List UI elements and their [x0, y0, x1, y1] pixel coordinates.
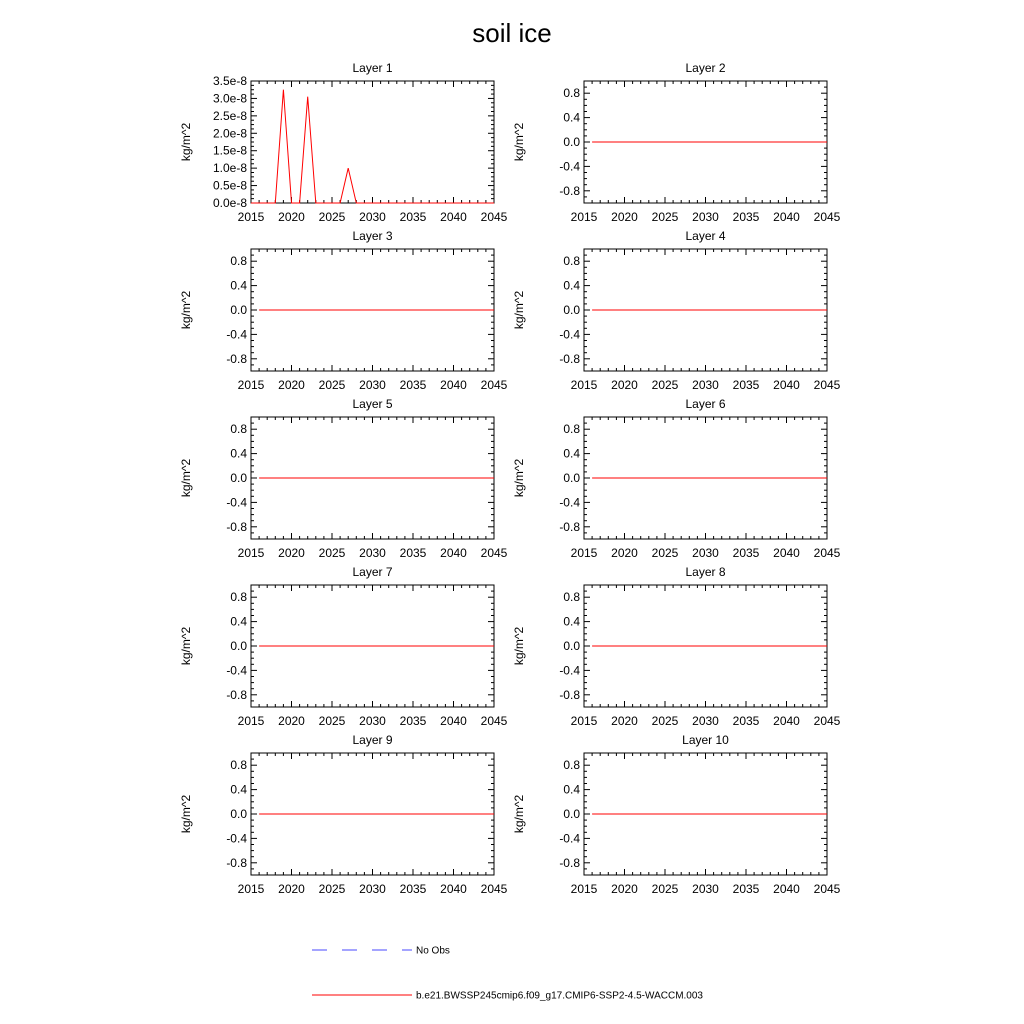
- x-tick-label: 2015: [237, 714, 265, 728]
- panel-layer-7: [179, 565, 508, 728]
- x-tick-label: 2025: [318, 378, 346, 392]
- x-tick-label: 2045: [480, 546, 508, 560]
- y-tick-label: -0.4: [559, 831, 580, 846]
- panel-layer-5: [179, 397, 508, 560]
- x-tick-label: 2025: [651, 714, 679, 728]
- x-tick-label: 2020: [611, 546, 638, 560]
- x-tick-label: 2040: [773, 882, 800, 896]
- x-tick-label: 2025: [651, 546, 679, 560]
- y-tick-label: 0.4: [230, 782, 247, 797]
- panel-layer-9: [179, 733, 508, 896]
- x-tick-label: 2020: [278, 210, 305, 224]
- y-axis-label: kg/m^2: [512, 290, 526, 330]
- x-tick-label: 2030: [692, 546, 719, 560]
- x-tick-label: 2035: [732, 714, 760, 728]
- y-tick-label: 0.0: [563, 471, 580, 485]
- legend-obs-label: No Obs: [416, 945, 450, 957]
- x-tick-label: 2040: [440, 882, 467, 896]
- y-tick-label: -0.8: [559, 183, 580, 198]
- x-tick-label: 2035: [399, 546, 427, 560]
- x-tick-label: 2035: [732, 210, 760, 224]
- y-tick-label: -0.4: [559, 663, 580, 678]
- y-tick-label: 0.0: [563, 807, 580, 821]
- y-tick-label: 0.8: [563, 254, 580, 269]
- y-tick-label: -0.4: [226, 495, 247, 510]
- x-tick-label: 2030: [692, 882, 719, 896]
- y-tick-label: 1.0e-8: [212, 161, 247, 176]
- x-tick-label: 2045: [813, 210, 841, 224]
- y-tick-label: -0.8: [559, 687, 580, 702]
- y-axis-label: kg/m^2: [512, 122, 526, 162]
- x-tick-label: 2045: [813, 882, 841, 896]
- y-tick-label: -0.8: [226, 519, 247, 534]
- legend-model-label: b.e21.BWSSP245cmip6.f09_g17.CMIP6-SSP2-4.5-WACCM.003: [416, 990, 703, 1002]
- x-tick-label: 2030: [359, 714, 386, 728]
- x-tick-label: 2030: [359, 210, 386, 224]
- y-tick-label: 0.4: [230, 614, 247, 629]
- y-tick-label: 0.4: [230, 446, 247, 461]
- y-tick-label: 0.0: [230, 471, 247, 485]
- y-tick-label: 0.0: [230, 303, 247, 317]
- y-tick-label: 0.4: [563, 278, 580, 293]
- y-tick-label: -0.8: [559, 351, 580, 366]
- y-axis-label: kg/m^2: [512, 458, 526, 498]
- y-tick-label: 1.5e-8: [212, 143, 247, 158]
- y-tick-label: -0.4: [226, 663, 247, 678]
- panels-grid: [179, 61, 841, 896]
- x-tick-label: 2040: [440, 546, 467, 560]
- x-tick-label: 2025: [651, 210, 679, 224]
- y-tick-label: 0.4: [230, 278, 247, 293]
- y-tick-label: 0.5e-8: [212, 178, 247, 193]
- x-tick-label: 2040: [773, 714, 800, 728]
- x-tick-label: 2035: [732, 546, 760, 560]
- x-tick-label: 2025: [318, 714, 346, 728]
- x-tick-label: 2025: [318, 210, 346, 224]
- y-tick-label: 0.4: [563, 614, 580, 629]
- y-tick-label: 0.4: [563, 782, 580, 797]
- y-axis-label: kg/m^2: [179, 626, 193, 666]
- x-tick-label: 2015: [237, 378, 265, 392]
- panel-title: Layer 8: [685, 565, 726, 579]
- panel-layer-2: [512, 61, 841, 224]
- x-tick-label: 2015: [237, 210, 265, 224]
- panel-layer-4: [512, 229, 841, 392]
- x-tick-label: 2030: [692, 378, 719, 392]
- x-tick-label: 2040: [773, 210, 800, 224]
- panel-layer-3: [179, 229, 508, 392]
- y-tick-label: 0.8: [230, 422, 247, 437]
- x-tick-label: 2045: [813, 378, 841, 392]
- x-tick-label: 2020: [611, 714, 638, 728]
- y-axis-label: kg/m^2: [179, 122, 193, 162]
- panel-title: Layer 5: [352, 397, 393, 411]
- y-tick-label: 2.0e-8: [212, 126, 247, 141]
- x-tick-label: 2040: [440, 714, 467, 728]
- x-tick-label: 2015: [237, 546, 265, 560]
- series-line-model: [251, 90, 494, 203]
- panel-layer-1: [179, 61, 508, 224]
- y-tick-label: -0.4: [226, 327, 247, 342]
- x-tick-label: 2025: [651, 882, 679, 896]
- panel-title: Layer 10: [682, 733, 729, 747]
- y-tick-label: 3.5e-8: [212, 74, 247, 88]
- x-tick-label: 2030: [359, 882, 386, 896]
- y-tick-label: 0.4: [563, 446, 580, 461]
- x-tick-label: 2015: [570, 378, 598, 392]
- x-tick-label: 2020: [278, 546, 305, 560]
- y-tick-label: 0.8: [563, 590, 580, 605]
- y-tick-label: 0.8: [563, 758, 580, 773]
- x-tick-label: 2030: [692, 714, 719, 728]
- x-tick-label: 2035: [399, 378, 427, 392]
- x-tick-label: 2020: [278, 882, 305, 896]
- y-tick-label: 0.8: [563, 422, 580, 437]
- panel-title: Layer 6: [685, 397, 726, 411]
- x-tick-label: 2035: [399, 882, 427, 896]
- panel-title: Layer 1: [352, 61, 393, 75]
- legend: [312, 946, 703, 1002]
- y-tick-label: -0.4: [559, 159, 580, 174]
- y-tick-label: -0.4: [559, 327, 580, 342]
- x-tick-label: 2040: [773, 546, 800, 560]
- y-axis-label: kg/m^2: [512, 626, 526, 666]
- y-tick-label: -0.4: [559, 495, 580, 510]
- y-tick-label: -0.4: [226, 831, 247, 846]
- x-tick-label: 2035: [399, 714, 427, 728]
- x-tick-label: 2020: [611, 882, 638, 896]
- panel-layer-6: [512, 397, 841, 560]
- y-axis-label: kg/m^2: [179, 290, 193, 330]
- y-axis-label: kg/m^2: [179, 458, 193, 498]
- x-tick-label: 2025: [651, 378, 679, 392]
- x-tick-label: 2035: [732, 882, 760, 896]
- x-tick-label: 2040: [773, 378, 800, 392]
- panel-title: Layer 2: [685, 61, 726, 75]
- x-tick-label: 2025: [318, 546, 346, 560]
- y-tick-label: 0.0e-8: [212, 196, 247, 210]
- x-tick-label: 2020: [611, 378, 638, 392]
- y-tick-label: 0.0: [563, 639, 580, 653]
- y-tick-label: 0.8: [563, 86, 580, 101]
- y-tick-label: 0.0: [230, 807, 247, 821]
- x-tick-label: 2015: [570, 546, 598, 560]
- y-tick-label: -0.8: [226, 687, 247, 702]
- x-tick-label: 2035: [732, 378, 760, 392]
- y-tick-label: 0.8: [230, 254, 247, 269]
- panel-title: Layer 7: [352, 565, 393, 579]
- y-axis-label: kg/m^2: [179, 794, 193, 834]
- x-tick-label: 2040: [440, 210, 467, 224]
- x-tick-label: 2045: [813, 546, 841, 560]
- y-tick-label: 0.8: [230, 758, 247, 773]
- x-tick-label: 2020: [278, 378, 305, 392]
- x-tick-label: 2015: [570, 882, 598, 896]
- x-tick-label: 2015: [570, 714, 598, 728]
- x-tick-label: 2045: [480, 378, 508, 392]
- y-tick-label: -0.8: [559, 855, 580, 870]
- x-tick-label: 2030: [692, 210, 719, 224]
- x-tick-label: 2045: [813, 714, 841, 728]
- panel-layer-8: [512, 565, 841, 728]
- panel-title: Layer 3: [352, 229, 393, 243]
- y-tick-label: 0.4: [563, 110, 580, 125]
- y-tick-label: -0.8: [226, 351, 247, 366]
- x-tick-label: 2030: [359, 546, 386, 560]
- x-tick-label: 2025: [318, 882, 346, 896]
- x-tick-label: 2045: [480, 210, 508, 224]
- x-tick-label: 2015: [570, 210, 598, 224]
- x-tick-label: 2045: [480, 714, 508, 728]
- y-tick-label: 2.5e-8: [212, 108, 247, 123]
- x-tick-label: 2020: [278, 714, 305, 728]
- y-tick-label: 0.0: [230, 639, 247, 653]
- x-tick-label: 2035: [399, 210, 427, 224]
- y-tick-label: 3.0e-8: [212, 91, 247, 106]
- x-tick-label: 2015: [237, 882, 265, 896]
- x-tick-label: 2040: [440, 378, 467, 392]
- x-tick-label: 2030: [359, 378, 386, 392]
- panel-layer-10: [512, 733, 841, 896]
- x-tick-label: 2045: [480, 882, 508, 896]
- panel-title: Layer 4: [685, 229, 726, 243]
- panel-title: Layer 9: [352, 733, 393, 747]
- x-tick-label: 2020: [611, 210, 638, 224]
- y-tick-label: 0.0: [563, 135, 580, 149]
- y-axis-label: kg/m^2: [512, 794, 526, 834]
- y-tick-label: -0.8: [226, 855, 247, 870]
- figure-title: soil ice: [472, 18, 552, 48]
- y-tick-label: 0.0: [563, 303, 580, 317]
- y-tick-label: -0.8: [559, 519, 580, 534]
- y-tick-label: 0.8: [230, 590, 247, 605]
